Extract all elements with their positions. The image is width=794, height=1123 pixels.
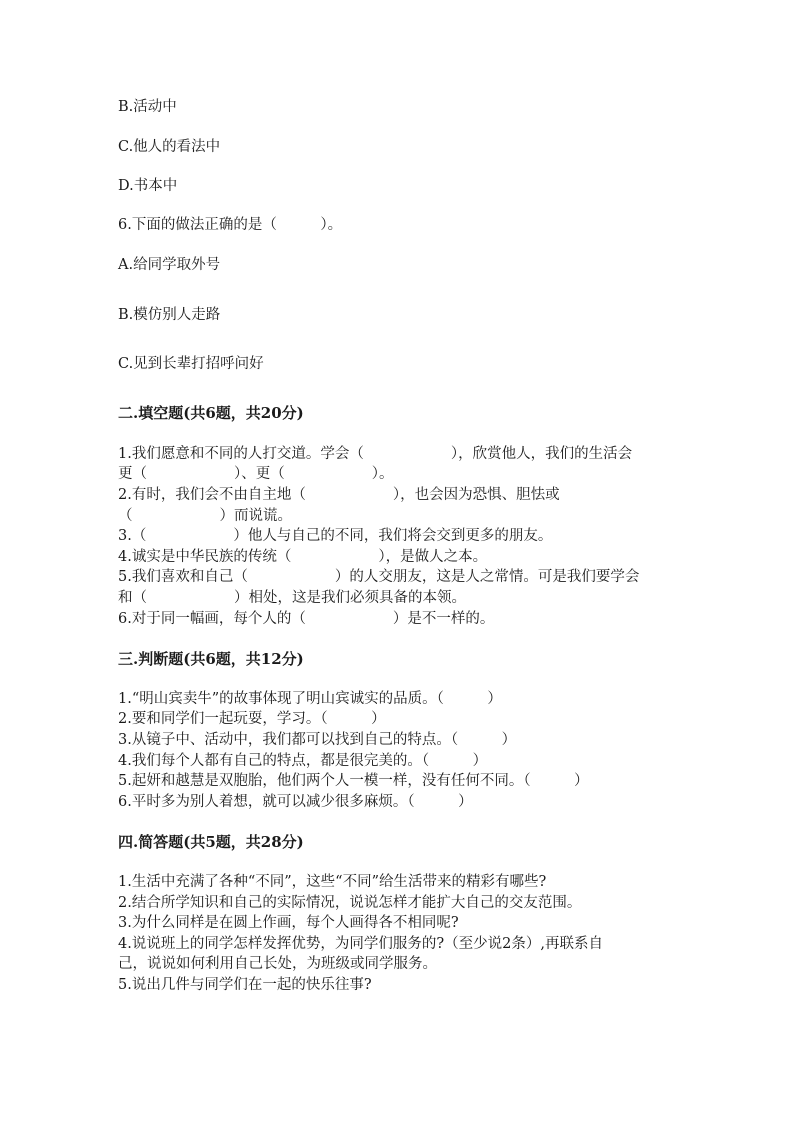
true-false-item: 6.平时多为别人着想，就可以减少很多麻烦。（ ） [118, 794, 473, 810]
q6-option-a: A.给同学取外号 [118, 257, 221, 273]
q5-option-c: C.他人的看法中 [118, 139, 221, 155]
short-answer-line: 4.说说班上的同学怎样发挥优势，为同学们服务的?（至少说2条）,再联系自 [118, 936, 603, 952]
short-answer-line: 1.生活中充满了各种“不同”，这些“不同”给生活带来的精彩有哪些? [118, 874, 547, 890]
fill-blank-line: 6.对于同一幅画，每个人的（ ）是不一样的。 [118, 611, 495, 627]
fill-blank-line: 4.诚实是中华民族的传统（ ），是做人之本。 [118, 549, 488, 565]
q5-option-b: B.活动中 [118, 99, 177, 115]
fill-blank-line: 3.（ ）他人与自己的不同，我们将会交到更多的朋友。 [118, 528, 553, 544]
true-false-item: 4.我们每个人都有自己的特点，都是很完美的。（ ） [118, 753, 488, 769]
q5-option-d: D.书本中 [118, 178, 178, 194]
q6-option-b: B.模仿别人走路 [118, 307, 221, 323]
fill-blank-line: 和（ ）相处，这是我们必须具备的本领。 [118, 590, 466, 606]
section-title-fill-blank: 二.填空题(共6题，共20分) [118, 404, 304, 422]
short-answer-line: 5.说出几件与同学们在一起的快乐往事? [118, 977, 372, 993]
short-answer-line: 3.为什么同样是在圆上作画，每个人画得各不相同呢? [118, 915, 459, 931]
section-title-true-false: 三.判断题(共6题，共12分) [118, 650, 304, 668]
q6-option-c: C.见到长辈打招呼问好 [118, 356, 264, 372]
fill-blank-line: （ ）而说谎。 [118, 508, 292, 524]
true-false-item: 1.“明山宾卖牛”的故事体现了明山宾诚实的品质。（ ） [118, 691, 502, 707]
short-answer-line: 己，说说如何利用自己长处，为班级或同学服务。 [118, 956, 437, 972]
q6-stem: 6.下面的做法正确的是（ ）。 [118, 217, 343, 233]
true-false-item: 2.要和同学们一起玩耍，学习。（ ） [118, 711, 386, 727]
true-false-item: 3.从镜子中、活动中，我们都可以找到自己的特点。（ ） [118, 732, 517, 748]
short-answer-line: 2.结合所学知识和自己的实际情况，说说怎样才能扩大自己的交友范围。 [118, 895, 582, 911]
true-false-item: 5.起妍和越慧是双胞胎，他们两个人一模一样，没有任何不同。（ ） [118, 773, 589, 789]
fill-blank-line: 2.有时，我们会不由自主地（ ），也会因为恐惧、胆怯或 [118, 487, 560, 503]
fill-blank-line: 5.我们喜欢和自己（ ）的人交朋友，这是人之常情。可是我们要学会 [118, 569, 640, 585]
fill-blank-line: 1.我们愿意和不同的人打交道。学会（ ），欣赏他人，我们的生活会 [118, 446, 633, 462]
fill-blank-line: 更（ ）、更（ ）。 [118, 466, 394, 482]
section-title-short-answer: 四.简答题(共5题，共28分) [118, 833, 304, 851]
